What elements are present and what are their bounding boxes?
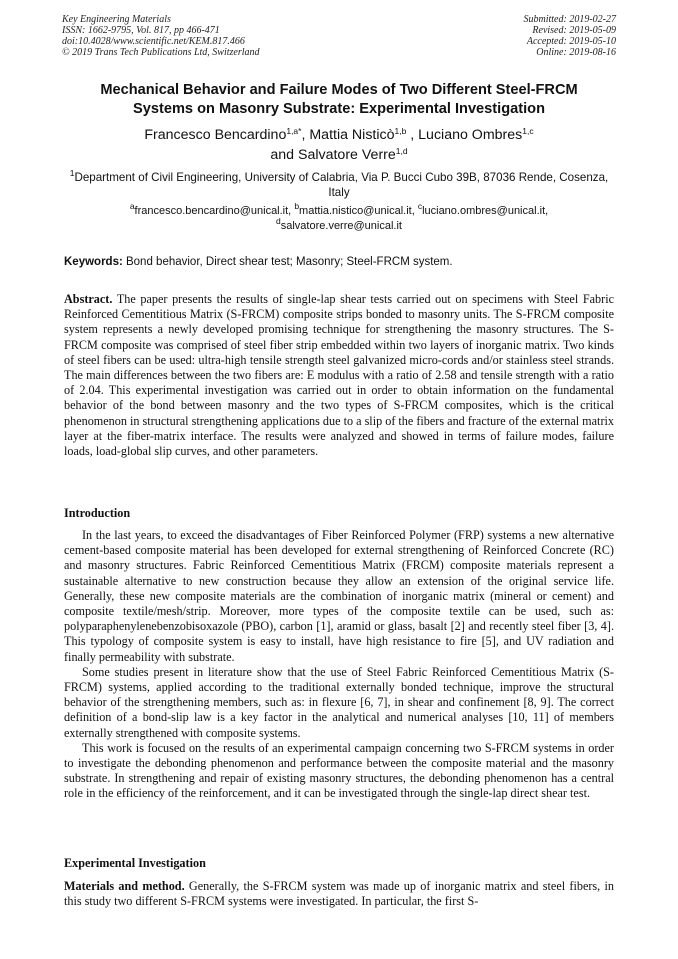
- affiliation-sup: 1: [69, 168, 75, 178]
- keywords: [64, 255, 614, 270]
- paper-title: [58, 81, 620, 119]
- email-sup: c: [417, 201, 423, 211]
- author-emails: [64, 201, 614, 234]
- author-separator: ,: [406, 127, 419, 143]
- intro-paragraph-2: Some studies present in literature show that the use of Steel Fabric Reinforced Cementitious Matrix (S-FRCM) systems, applied according to the traditional externally bonded technique, improve the structural behavior of the strengthening members, such as: in flexure [6, 7], in shear and confinement [8, 9]. The correct definition of a bond-slip law is a key factor in the analytical and numerical analyses [10, 11] of members externally strengthened with composite systems.: [64, 664, 614, 740]
- email: luciano.ombres@unical.it,: [422, 205, 549, 217]
- affiliation: [64, 170, 614, 200]
- materials-label: Materials and method.: [64, 879, 185, 893]
- authors-line-1: [58, 125, 620, 145]
- doi: doi:10.4028/www.scientific.net/KEM.817.466: [62, 36, 245, 47]
- affiliation-text: Department of Civil Engineering, University of Calabria, Via P. Bucci Cubo 39B, 87036 Rende, Cosenza, Italy: [74, 171, 609, 199]
- author-name: Luciano Ombres: [418, 127, 523, 143]
- dates-header: [524, 14, 617, 58]
- journal-name: Key Engineering Materials: [62, 14, 171, 25]
- abstract: [64, 292, 614, 459]
- author-sup: 1,a*: [286, 126, 302, 136]
- revised-date: Revised: 2019-05-09: [532, 25, 616, 36]
- authors: [58, 125, 620, 165]
- author-name: Salvatore Verre: [298, 147, 396, 163]
- author-sup: 1,b: [394, 126, 407, 136]
- introduction-heading: Introduction: [64, 506, 131, 520]
- emails-line-1: [64, 201, 614, 219]
- issn: ISSN: 1662-9795, Vol. 817, pp 466-471: [62, 25, 220, 36]
- author-and: and: [270, 147, 298, 163]
- title-line-1: Mechanical Behavior and Failure Modes of Two Different Steel-FRCM: [100, 82, 578, 98]
- author-sup: 1,c: [522, 126, 534, 136]
- abstract-text: The paper presents the results of single-lap shear tests carried out on specimens with Steel Fabric Reinforced Cementitious Matrix (S-FRCM) composite strips bonded to masonry units. The S-FRCM composite system represents a newly developed promising technique for strengthening the masonry structures. The S-FRCM composite was comprised of steel fiber strip embedded within two layers of inorganic matrix. Two kinds of steel fibers can be used: ultra-high tensile strength steel galvanized micro-cords and/or stainless steel strands. The main differences between the two fibers are: E modulus with a ratio of 2.58 and tensile strength with a ratio of 2.04. This experimental investigation was carried out in order to obtain information on the fundamental behavior of the bond between masonry and the two types of S-FRCM composites, which is the critical phenomenon in structural strengthening applications due to a slip of the fibers and fracture of the external matrix layer at the fiber-matrix interface. The results were analyzed and showed in terms of failure modes, failure loads, load-global slip curves, and other parameters.: [64, 292, 614, 459]
- email-sup: d: [276, 216, 281, 226]
- intro-paragraph-1: In the last years, to exceed the disadvantages of Fiber Reinforced Polymer (FRP) systems a new alternative cement-based composite material has been developed for external strengthening of Reinforced Concrete (RC) and masonry structures. Fabric Reinforced Cementitious Matrix (FRCM) composite materials represent a sustainable alternative to new construction because they allow an extension of the original service life. Generally, these new composite materials are the combination of inorganic matrix (mineral or cement) and composite textile/mesh/strip. Moreover, more types of the composite textile can be used, such as: polyparaphenylenebenzobisoxazole (PBO), carbon [1], aramid or glass, basalt [2] and recently steel fiber [3, 4]. This typology of composite system is easy to install, have high resistance to fire [5], and UV radiation and finally permeability with substrate.: [64, 528, 614, 664]
- email: francesco.bencardino@unical.it,: [134, 205, 295, 217]
- title-line-2: Systems on Masonry Substrate: Experimental Investigation: [133, 101, 545, 117]
- journal-header: [62, 14, 260, 58]
- abstract-label: Abstract.: [64, 292, 113, 306]
- author-name: Francesco Bencardino: [144, 127, 287, 143]
- introduction-body: [64, 528, 614, 802]
- submitted-date: Submitted: 2019-02-27: [523, 14, 616, 25]
- online-date: Online: 2019-08-16: [536, 47, 616, 58]
- email-sup: a: [129, 201, 135, 211]
- email-sup: b: [294, 201, 300, 211]
- author-sup: 1,d: [395, 146, 408, 156]
- email: salvatore.verre@unical.it: [280, 220, 402, 232]
- email: mattia.nistico@unical.it,: [299, 205, 418, 217]
- copyright: © 2019 Trans Tech Publications Ltd, Switzerland: [62, 47, 260, 58]
- author-separator: ,: [301, 127, 310, 143]
- intro-paragraph-3: This work is focused on the results of an experimental campaign concerning two S-FRCM systems in order to investigate the debonding phenomenon and performance between the composite material and the masonry substrate. In strengthening and repair of existing masonry structures, the debonding phenomenon has a central role in the efficiency of the reinforcement, and it can be investigated through the single-lap direct shear test.: [64, 740, 614, 801]
- experimental-body: [64, 879, 614, 909]
- accepted-date: Accepted: 2019-05-10: [526, 36, 616, 47]
- emails-line-2: [64, 216, 614, 234]
- keywords-text: Bond behavior, Direct shear test; Masonry; Steel-FRCM system.: [122, 256, 453, 268]
- author-name: Mattia Nisticò: [309, 127, 395, 143]
- experimental-heading: Experimental Investigation: [64, 856, 206, 870]
- materials-text: Generally, the S-FRCM system was made up of inorganic matrix and steel fibers, in this study two different S-FRCM systems were investigated. In particular, the first S-: [64, 879, 614, 909]
- authors-line-2: [58, 145, 620, 165]
- keywords-label: Keywords:: [64, 256, 123, 268]
